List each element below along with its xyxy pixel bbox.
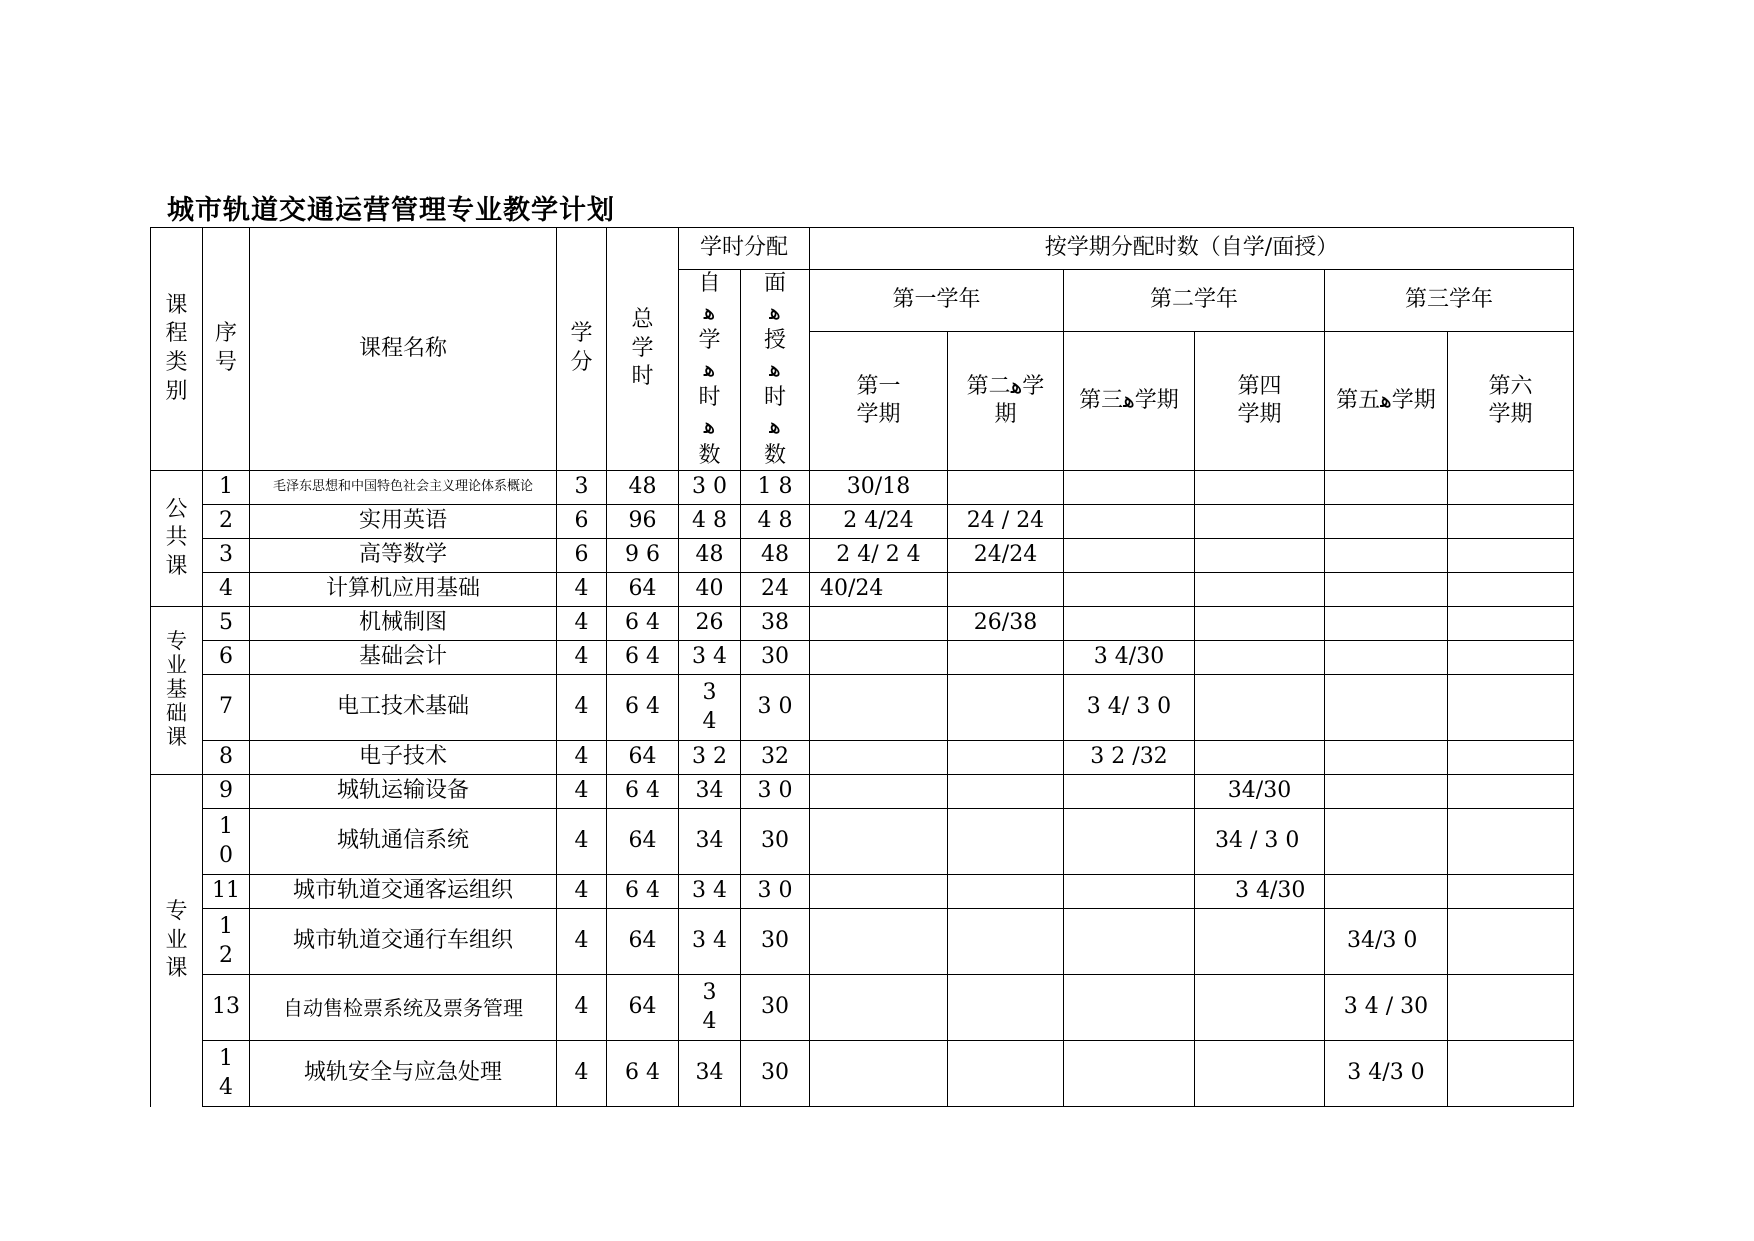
cell-credit: 4 [557,675,607,741]
cell-course-name: 计算机应用基础 [250,573,557,607]
cell-semester-1: 40/24 [810,573,948,607]
category-professional-base: 专业基础课 [151,607,203,775]
cell-seq: 14 [203,1041,250,1107]
cell-semester-6 [1448,675,1574,741]
cell-face-hours: 38 [741,607,810,641]
table-row [151,909,1574,975]
cell-credit: 4 [557,909,607,975]
header-semester-2: 第二ﻫ学期 [948,332,1064,471]
cell-semester-3 [1064,975,1195,1041]
header-semester-1: 第一学期 [810,332,948,471]
cell-semester-5 [1325,675,1448,741]
table-row [151,573,1574,607]
header-face-hours: 面ﻫ授ﻫ时ﻫ数 [741,270,810,471]
table-row [151,975,1574,1041]
cell-total-hours: 6 4 [607,641,679,675]
cell-semester-4 [1195,573,1325,607]
cell-total-hours: 48 [607,471,679,505]
cell-course-name: 机械制图 [250,607,557,641]
cell-course-name: 高等数学 [250,539,557,573]
cell-self-hours: 3 4 [679,641,741,675]
cell-semester-1 [810,675,948,741]
cell-semester-6 [1448,1041,1574,1107]
cell-semester-3 [1064,875,1195,909]
cell-semester-6 [1448,471,1574,505]
cell-credit: 4 [557,1041,607,1107]
cell-semester-2 [948,1041,1064,1107]
cell-self-hours: 34 [679,775,741,809]
header-category: 课程类别 [151,228,203,471]
cell-total-hours: 64 [607,975,679,1041]
cell-semester-6 [1448,641,1574,675]
cell-semester-5 [1325,809,1448,875]
cell-face-hours: 3 0 [741,775,810,809]
cell-self-hours: 4 8 [679,505,741,539]
table-row [151,505,1574,539]
cell-semester-1: 30/18 [810,471,948,505]
table-row [151,675,1574,741]
cell-credit: 6 [557,539,607,573]
cell-semester-3 [1064,809,1195,875]
table-row [151,471,1574,505]
cell-total-hours: 6 4 [607,607,679,641]
cell-self-hours: 26 [679,607,741,641]
cell-semester-4 [1195,505,1325,539]
cell-seq: 4 [203,573,250,607]
cell-semester-4 [1195,675,1325,741]
cell-self-hours: 48 [679,539,741,573]
cell-credit: 4 [557,975,607,1041]
cell-semester-2 [948,675,1064,741]
cell-face-hours: 32 [741,741,810,775]
cell-semester-6 [1448,607,1574,641]
cell-semester-6 [1448,505,1574,539]
table-row [151,539,1574,573]
cell-semester-1 [810,775,948,809]
cell-semester-5 [1325,775,1448,809]
cell-face-hours: 30 [741,975,810,1041]
cell-semester-5: 3 4/3 0 [1325,1041,1448,1107]
cell-self-hours: 3 4 [679,875,741,909]
cell-credit: 6 [557,505,607,539]
cell-semester-5 [1325,573,1448,607]
header-hours-split: 学时分配 [679,228,810,270]
cell-seq: 12 [203,909,250,975]
header-seq: 序号 [203,228,250,471]
cell-semester-4 [1195,607,1325,641]
cell-face-hours: 48 [741,539,810,573]
cell-course-name: 城轨通信系统 [250,809,557,875]
cell-semester-2 [948,909,1064,975]
cell-seq: 3 [203,539,250,573]
cell-semester-5 [1325,505,1448,539]
cell-course-name: 电工技术基础 [250,675,557,741]
cell-semester-4 [1195,909,1325,975]
cell-semester-1: 2 4/ 2 4 [810,539,948,573]
cell-course-name: 毛泽东思想和中国特色社会主义理论体系概论 [250,471,557,505]
cell-semester-3: 3 4/ 3 0 [1064,675,1195,741]
header-semester-3: 第三ﻫ学期 [1064,332,1195,471]
table-row [151,607,1574,641]
cell-semester-3 [1064,505,1195,539]
cell-total-hours: 6 4 [607,775,679,809]
cell-semester-5 [1325,641,1448,675]
cell-credit: 4 [557,741,607,775]
cell-semester-4: 3 4/30 [1195,875,1325,909]
table-row [151,809,1574,875]
cell-self-hours: 3 4 [679,909,741,975]
cell-seq: 1 [203,471,250,505]
cell-face-hours: 30 [741,1041,810,1107]
cell-semester-5 [1325,875,1448,909]
cell-semester-1 [810,975,948,1041]
category-professional: 专业课 [151,775,203,1107]
cell-semester-4 [1195,641,1325,675]
cell-semester-3 [1064,607,1195,641]
category-public: 公共课 [151,471,203,607]
cell-total-hours: 64 [607,809,679,875]
cell-credit: 4 [557,775,607,809]
cell-semester-2 [948,741,1064,775]
cell-semester-3 [1064,471,1195,505]
cell-semester-2: 26/38 [948,607,1064,641]
header-year-1: 第一学年 [810,270,1064,332]
cell-course-name: 电子技术 [250,741,557,775]
cell-total-hours: 96 [607,505,679,539]
cell-semester-5: 3 4 / 30 [1325,975,1448,1041]
cell-course-name: 实用英语 [250,505,557,539]
cell-course-name: 城轨安全与应急处理 [250,1041,557,1107]
cell-semester-3 [1064,909,1195,975]
cell-seq: 6 [203,641,250,675]
cell-face-hours: 30 [741,809,810,875]
cell-semester-2 [948,809,1064,875]
cell-semester-2 [948,573,1064,607]
cell-self-hours: 34 [679,675,741,741]
cell-semester-1 [810,909,948,975]
cell-self-hours: 40 [679,573,741,607]
cell-semester-3 [1064,573,1195,607]
cell-total-hours: 64 [607,573,679,607]
cell-seq: 7 [203,675,250,741]
cell-total-hours: 64 [607,741,679,775]
cell-self-hours: 34 [679,1041,741,1107]
cell-semester-4 [1195,539,1325,573]
header-semester-6: 第六学期 [1448,332,1574,471]
cell-credit: 4 [557,607,607,641]
cell-semester-6 [1448,875,1574,909]
cell-credit: 4 [557,641,607,675]
cell-face-hours: 1 8 [741,471,810,505]
cell-semester-3: 3 2 /32 [1064,741,1195,775]
cell-face-hours: 30 [741,909,810,975]
teaching-plan-table [150,227,1574,1107]
cell-semester-1 [810,641,948,675]
cell-semester-1 [810,809,948,875]
cell-total-hours: 6 4 [607,875,679,909]
header-semester-4: 第四学期 [1195,332,1325,471]
header-credit: 学分 [557,228,607,471]
cell-seq: 10 [203,809,250,875]
cell-semester-4: 34 / 3 0 [1195,809,1325,875]
cell-semester-6 [1448,741,1574,775]
cell-semester-4 [1195,741,1325,775]
cell-self-hours: 3 2 [679,741,741,775]
cell-semester-6 [1448,909,1574,975]
table-row [151,641,1574,675]
cell-total-hours: 6 4 [607,675,679,741]
cell-semester-5: 34/3 0 [1325,909,1448,975]
cell-semester-4 [1195,471,1325,505]
cell-total-hours: 64 [607,909,679,975]
cell-seq: 2 [203,505,250,539]
cell-semester-2: 24 / 24 [948,505,1064,539]
cell-face-hours: 24 [741,573,810,607]
cell-semester-3 [1064,539,1195,573]
cell-semester-6 [1448,809,1574,875]
cell-semester-3 [1064,1041,1195,1107]
cell-total-hours: 6 4 [607,1041,679,1107]
cell-semester-5 [1325,471,1448,505]
header-year-2: 第二学年 [1064,270,1325,332]
cell-semester-2 [948,875,1064,909]
cell-semester-4: 34/30 [1195,775,1325,809]
table-row [151,775,1574,809]
document-title: 城市轨道交通运营管理专业教学计划 [167,195,615,226]
table-row [151,741,1574,775]
cell-total-hours: 9 6 [607,539,679,573]
table-row [151,1041,1574,1107]
cell-face-hours: 4 8 [741,505,810,539]
cell-semester-1 [810,875,948,909]
cell-semester-1: 2 4/24 [810,505,948,539]
cell-semester-6 [1448,539,1574,573]
cell-credit: 3 [557,471,607,505]
cell-seq: 13 [203,975,250,1041]
header-semester-alloc: 按学期分配时数（自学/面授） [810,228,1574,270]
table-row [151,875,1574,909]
cell-semester-2 [948,975,1064,1041]
cell-semester-1 [810,741,948,775]
cell-semester-6 [1448,775,1574,809]
cell-course-name: 基础会计 [250,641,557,675]
cell-credit: 4 [557,573,607,607]
cell-semester-3: 3 4/30 [1064,641,1195,675]
cell-seq: 11 [203,875,250,909]
cell-self-hours: 34 [679,809,741,875]
cell-credit: 4 [557,875,607,909]
cell-semester-4 [1195,975,1325,1041]
cell-semester-2 [948,641,1064,675]
header-year-3: 第三学年 [1325,270,1574,332]
cell-semester-2 [948,775,1064,809]
header-course-name: 课程名称 [250,228,557,471]
cell-semester-2: 24/24 [948,539,1064,573]
cell-semester-5 [1325,539,1448,573]
cell-face-hours: 3 0 [741,875,810,909]
cell-face-hours: 30 [741,641,810,675]
header-self-study-hours: 自ﻫ学ﻫ时ﻫ数 [679,270,741,471]
cell-seq: 5 [203,607,250,641]
cell-course-name: 自动售检票系统及票务管理 [250,975,557,1041]
cell-self-hours: 3 0 [679,471,741,505]
cell-semester-4 [1195,1041,1325,1107]
header-semester-5: 第五ﻫ学期 [1325,332,1448,471]
cell-self-hours: 34 [679,975,741,1041]
cell-seq: 9 [203,775,250,809]
cell-course-name: 城市轨道交通行车组织 [250,909,557,975]
header-total-hours: 总学时 [607,228,679,471]
cell-semester-3 [1064,775,1195,809]
cell-semester-1 [810,607,948,641]
cell-course-name: 城轨运输设备 [250,775,557,809]
cell-semester-6 [1448,573,1574,607]
cell-seq: 8 [203,741,250,775]
cell-course-name: 城市轨道交通客运组织 [250,875,557,909]
cell-semester-2 [948,471,1064,505]
cell-semester-1 [810,1041,948,1107]
cell-semester-6 [1448,975,1574,1041]
cell-face-hours: 3 0 [741,675,810,741]
cell-semester-5 [1325,741,1448,775]
cell-credit: 4 [557,809,607,875]
cell-semester-5 [1325,607,1448,641]
